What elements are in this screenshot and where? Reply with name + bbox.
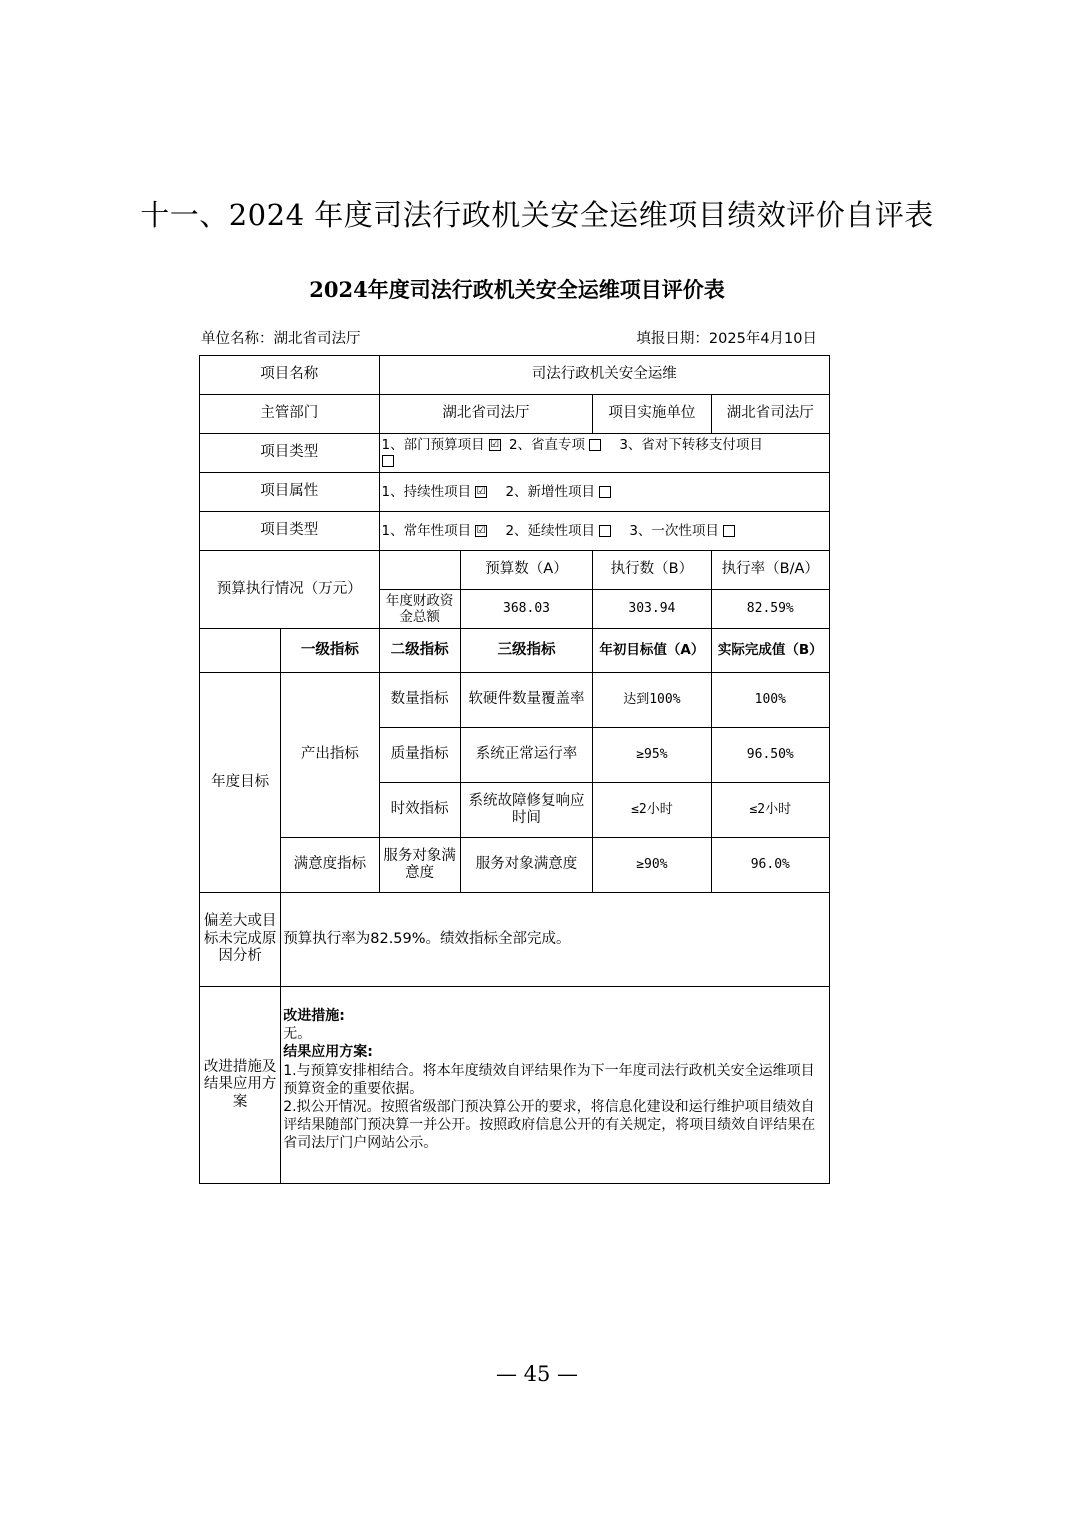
- indicator-l2: 服务对象满意度: [379, 838, 460, 893]
- indicator-l3: 软硬件数量覆盖率: [460, 673, 592, 728]
- indicator-l3: 系统正常运行率: [460, 728, 592, 783]
- indicator-h5: 实际完成值（B）: [711, 629, 829, 673]
- plan-item-2: 2.拟公开情况。按照省级部门预决算公开的要求，将信息化建设和运行维护项目绩效自评结果随部门预决算一并公开。按照政府信息公开的有关规定，将项目绩效自评结果在省司法厅门户网站公示。: [283, 1098, 816, 1152]
- indicator-l2: 时效指标: [379, 783, 460, 838]
- dept-label: 主管部门: [200, 395, 380, 434]
- row-deviation: [200, 893, 830, 987]
- indicator-actual: 96.0%: [711, 838, 829, 893]
- impl-value: 湖北省司法厅: [711, 395, 829, 434]
- type1-opt1: 1、部门预算项目: [381, 436, 485, 453]
- budget-a: 368.03: [460, 590, 592, 629]
- indicator-row: [200, 838, 830, 893]
- budget-col-a: 预算数（A）: [460, 551, 592, 590]
- indicator-l2: 数量指标: [379, 673, 460, 728]
- type1-opt2: 2、省直专项: [508, 436, 586, 453]
- indicator-actual: 100%: [711, 673, 829, 728]
- unit-name: 单位名称：湖北省司法厅: [201, 331, 361, 347]
- output-label: 产出指标: [281, 673, 379, 838]
- indicator-l3: 系统故障修复响应时间: [460, 783, 592, 838]
- budget-col-rate: 执行率（B/A）: [711, 551, 829, 590]
- unchecked-box: [599, 525, 611, 537]
- page-heading: 十一、2024 年度司法行政机关安全运维项目绩效评价自评表: [140, 198, 934, 232]
- budget-b: 303.94: [593, 590, 711, 629]
- deviation-label: 偏差大或目标未完成原因分析: [200, 893, 281, 987]
- attr-options: [379, 473, 829, 512]
- indicator-h3: 三级指标: [460, 629, 592, 673]
- budget-rate: 82.59%: [711, 590, 829, 629]
- row-indicator-header: [200, 629, 830, 673]
- checked-box: ☑: [490, 438, 500, 450]
- type1-opt3: 3、省对下转移支付项目: [619, 436, 763, 453]
- year-goal-label: 年度目标: [200, 673, 281, 893]
- row-project-name: [200, 356, 830, 395]
- improvement-content: [281, 987, 830, 1184]
- type2-label: 项目类型: [200, 512, 380, 551]
- row-department: [200, 395, 830, 434]
- report-date: 填报日期：2025年4月10日: [636, 331, 817, 347]
- deviation-text: 预算执行率为82.59%。绩效指标全部完成。: [281, 893, 830, 987]
- type2-opt1: 1、常年性项目: [381, 522, 472, 539]
- budget-row-label: 年度财政资金总额: [379, 590, 460, 629]
- unchecked-box: [382, 455, 394, 467]
- meta-line: [201, 327, 829, 348]
- budget-label: 预算执行情况（万元）: [200, 551, 380, 629]
- indicator-actual: 96.50%: [711, 728, 829, 783]
- row-project-type-1: [200, 434, 830, 473]
- type1-label: 项目类型: [200, 434, 380, 473]
- unchecked-box: [599, 486, 611, 498]
- indicator-actual: ≤2小时: [711, 783, 829, 838]
- dept-value: 湖北省司法厅: [379, 395, 593, 434]
- row-project-attr: [200, 473, 830, 512]
- indicator-l2: 质量指标: [379, 728, 460, 783]
- indicator-l3: 服务对象满意度: [460, 838, 592, 893]
- checked-box: ☑: [476, 485, 486, 497]
- row-improvement: [200, 987, 830, 1184]
- satisfaction-label: 满意度指标: [281, 838, 379, 893]
- indicator-h4: 年初目标值（A）: [593, 629, 711, 673]
- indicator-target: 达到100%: [593, 673, 711, 728]
- evaluation-table: [199, 355, 830, 1184]
- type1-options: [379, 434, 829, 473]
- measures-title: 改进措施:: [283, 1008, 345, 1024]
- measures-text: 无。: [283, 1026, 312, 1043]
- plan-item-1: 1.与预算安排相结合。将本年度绩效自评结果作为下一年度司法行政机关安全运维项目预算资金的重要依据。: [283, 1062, 815, 1097]
- budget-col-b: 执行数（B）: [593, 551, 711, 590]
- indicator-target: ≤2小时: [593, 783, 711, 838]
- checked-box: ☑: [476, 524, 486, 536]
- type2-options: [379, 512, 829, 551]
- indicator-target: ≥95%: [593, 728, 711, 783]
- indicator-row: [200, 673, 830, 728]
- unchecked-box: [589, 439, 601, 451]
- project-name-value: 司法行政机关安全运维: [379, 356, 829, 395]
- project-name-label: 项目名称: [200, 356, 380, 395]
- row-budget-header: [200, 551, 830, 590]
- indicator-h1: 一级指标: [281, 629, 379, 673]
- type2-opt3: 3、一次性项目: [629, 522, 719, 539]
- table-title: 2024年度司法行政机关安全运维项目评价表: [309, 277, 725, 302]
- indicator-header-empty: [200, 629, 281, 673]
- attr-label: 项目属性: [200, 473, 380, 512]
- improvement-label: 改进措施及结果应用方案: [200, 987, 281, 1184]
- indicator-h2: 二级指标: [379, 629, 460, 673]
- indicator-target: ≥90%: [593, 838, 711, 893]
- page-number: — 45 —: [495, 1362, 579, 1386]
- type2-opt2: 2、延续性项目: [505, 522, 596, 539]
- budget-empty-cell: [379, 551, 460, 590]
- plan-title: 结果应用方案:: [283, 1044, 373, 1061]
- attr-opt1: 1、持续性项目: [381, 483, 472, 500]
- unchecked-box: [723, 525, 735, 537]
- attr-opt2: 2、新增性项目: [505, 483, 596, 500]
- impl-label: 项目实施单位: [593, 395, 711, 434]
- row-project-type-2: [200, 512, 830, 551]
